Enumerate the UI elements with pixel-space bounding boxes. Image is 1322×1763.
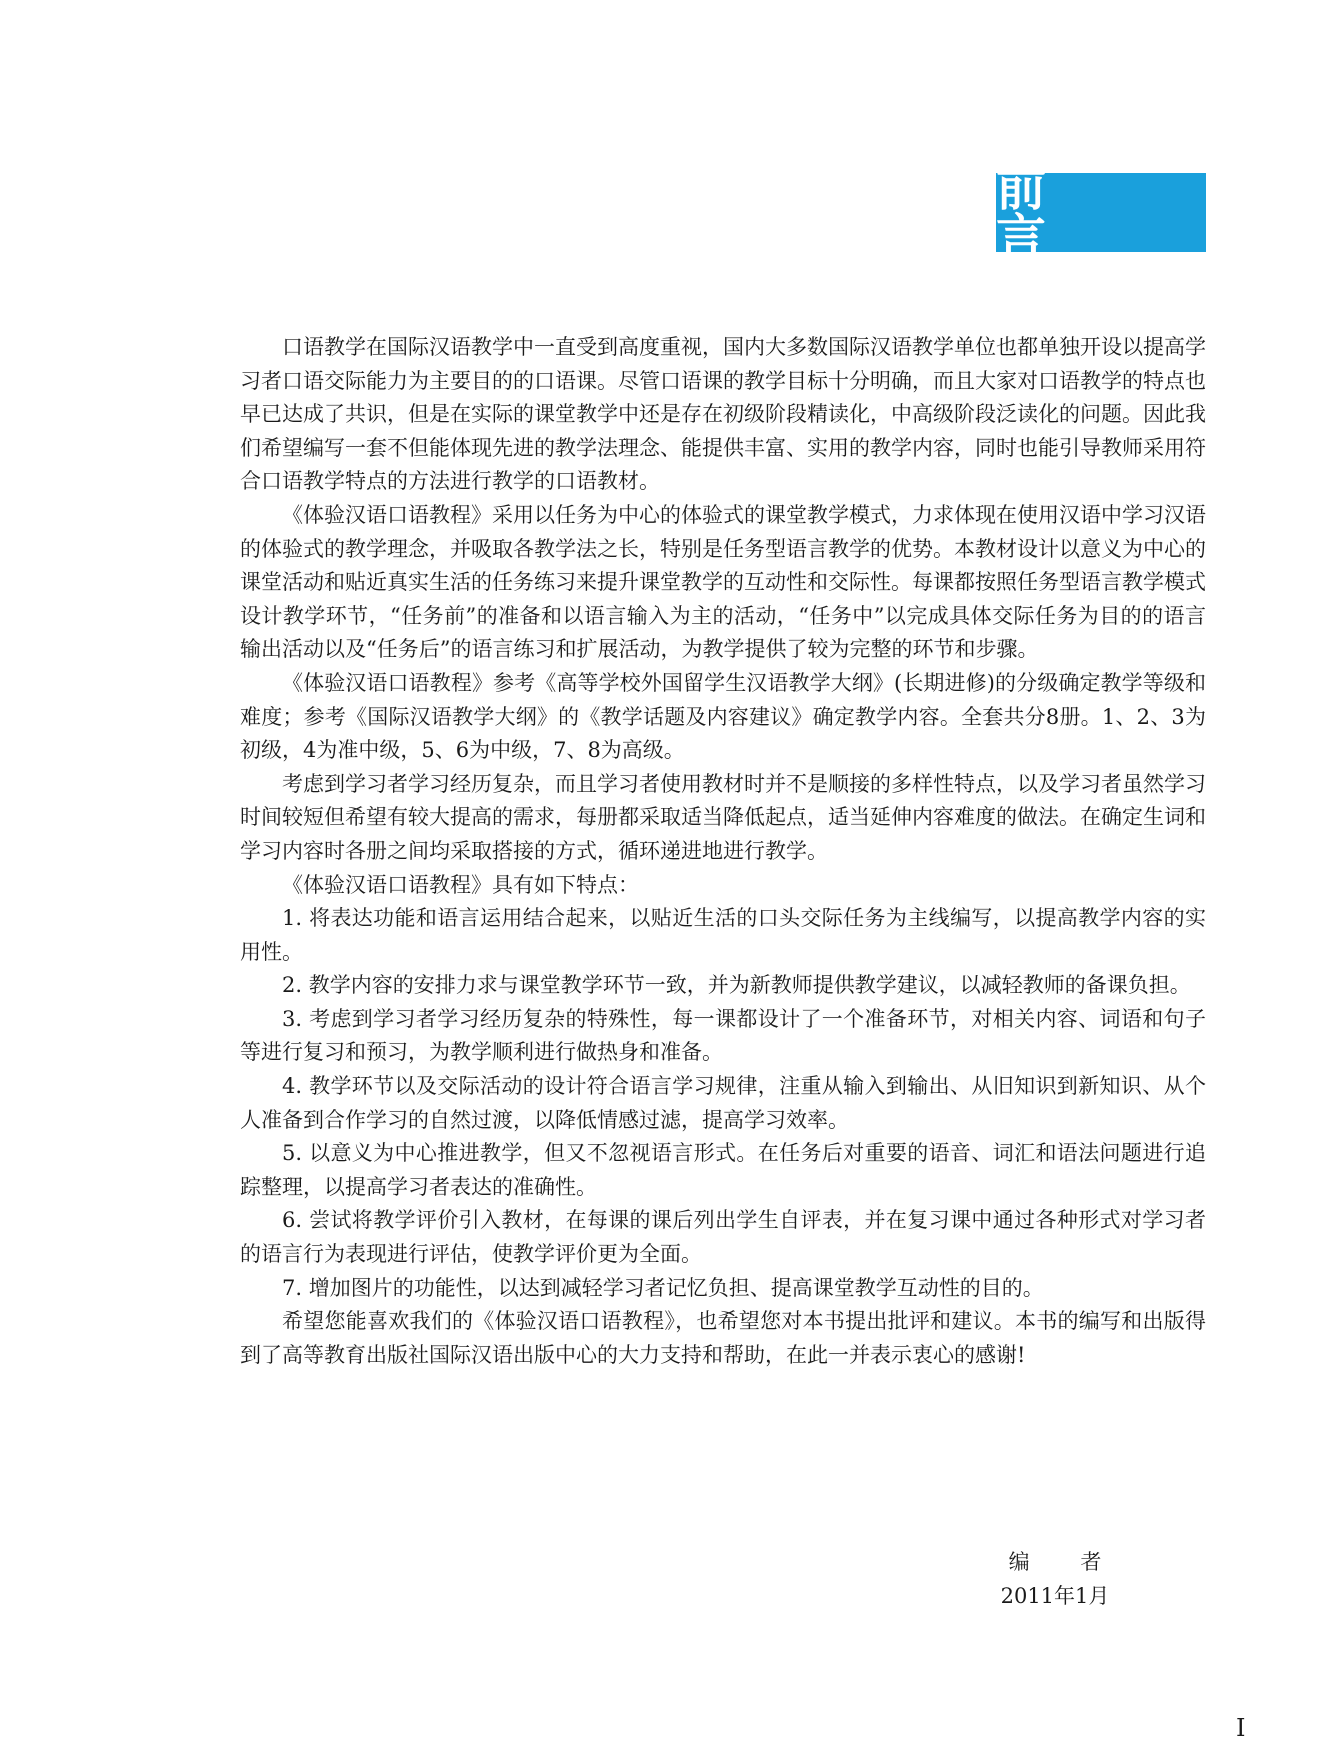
paragraph: 考虑到学习者学习经历复杂，而且学习者使用教材时并不是顺接的多样性特点，以及学习者虽然学习时间较短但希望有较大提高的需求，每册都采取适当降低起点，适当延伸内容难度的做法。在确定生词和学习内容时各册之间均采取搭接的方式，循环递进地进行教学。 (240, 771, 1206, 863)
feature-item: 5. 以意义为中心推进教学，但又不忽视语言形式。在任务后对重要的语音、词汇和语法问题进行追踪整理，以提高学习者表达的准确性。 (240, 1141, 1206, 1199)
feature-item: 7. 增加图片的功能性，以达到减轻学习者记忆负担、提高课堂教学互动性的目的。 (282, 1275, 1044, 1300)
title-banner (996, 158, 1206, 267)
page-title: 前 言 (996, 158, 1108, 267)
preface-body (240, 331, 1206, 1372)
signature-author: 编 者 (1008, 1550, 1124, 1574)
feature-item: 6. 尝试将教学评价引入教材，在每课的课后列出学生自评表，并在复习课中通过各种形式对学习者的语言行为表现进行评估，使教学评价更为全面。 (240, 1208, 1206, 1267)
paragraph: 《体验汉语口语教程》采用以任务为中心的体验式的课堂教学模式，力求体现在使用汉语中学习汉语的体验式的教学理念，并吸取各教学法之长，特别是任务型语言教学的优势。本教材设计以意义为中心的课堂活动和贴近真实生活的任务练习来提升课堂教学的互动性和交际性。每课都按照任务型语言教学模式设计教学环节，“任务前”的准备和以语言输入为主的活动，“任务中”以完成具体交际任务为目的的语言输出活动以及“任务后”的语言练习和扩展活动，为教学提供了较为完整的环节和步骤。 (240, 502, 1206, 662)
signature-date: 2011年1月 (1000, 1583, 1110, 1608)
feature-item: 4. 教学环节以及交际活动的设计符合语言学习规律，注重从输入到输出、从旧知识到新知识、从个人准备到合作学习的自然过渡，以降低情感过滤，提高学习效率。 (240, 1074, 1206, 1132)
page-number: I (1236, 1714, 1246, 1742)
feature-item: 2. 教学内容的安排力求与课堂教学环节一致，并为新教师提供教学建议，以减轻教师的备课负担。 (282, 973, 1191, 998)
paragraph: 《体验汉语口语教程》参考《高等学校外国留学生汉语教学大纲》(长期进修)的分级确定教学等级和难度；参考《国际汉语教学大纲》的《教学话题及内容建议》确定教学内容。全套共分8册。1、2、3为初级，4为准中级，5、6为中级，7、8为高级。 (240, 670, 1206, 763)
paragraph: 《体验汉语口语教程》具有如下特点： (282, 872, 639, 897)
paragraph: 希望您能喜欢我们的《体验汉语口语教程》，也希望您对本书提出批评和建议。本书的编写和出版得到了高等教育出版社国际汉语出版中心的大力支持和帮助，在此一并表示衷心的感谢! (240, 1309, 1206, 1367)
signature-block (960, 1546, 1150, 1613)
feature-item: 3. 考虑到学习者学习经历复杂的特殊性，每一课都设计了一个准备环节，对相关内容、词语和句子等进行复习和预习，为教学顺利进行做热身和准备。 (240, 1006, 1206, 1065)
feature-item: 1. 将表达功能和语言运用结合起来，以贴近生活的口头交际任务为主线编写，以提高教学内容的实用性。 (240, 906, 1206, 964)
paragraph: 口语教学在国际汉语教学中一直受到高度重视，国内大多数国际汉语教学单位也都单独开设以提高学习者口语交际能力为主要目的的口语课。尽管口语课的教学目标十分明确，而且大家对口语教学的特点也早已达成了共识，但是在实际的课堂教学中还是存在初级阶段精读化，中高级阶段泛读化的问题。因此我们希望编写一套不但能体现先进的教学法理念、能提供丰富、实用的教学内容，同时也能引导教师采用符合口语教学特点的方法进行教学的口语教材。 (240, 335, 1206, 494)
